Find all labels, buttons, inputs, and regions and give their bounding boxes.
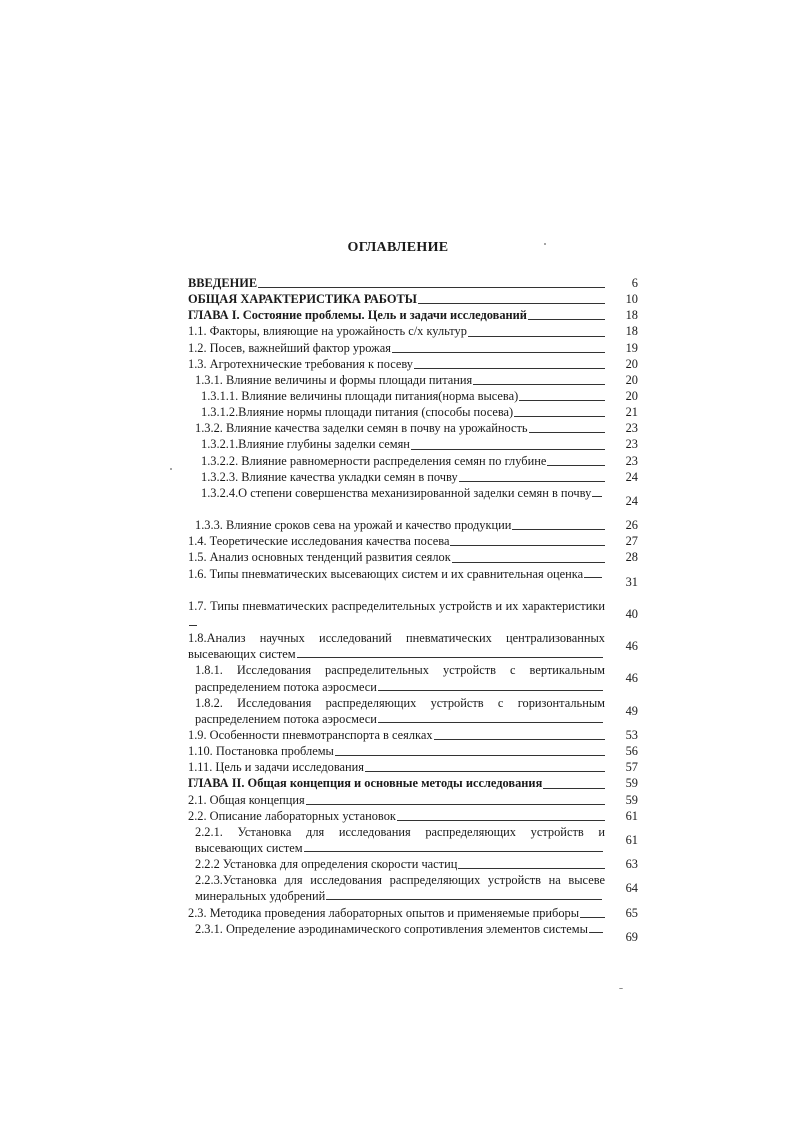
leader-line [514, 416, 605, 417]
toc-entry-title: 1.5. Анализ основных тенденций развития сеялок [188, 550, 451, 565]
toc-entry-title: 1.3.2.3. Влияние качества укладки семян в почву [201, 469, 458, 484]
toc-entry-title: 1.11. Цель и задачи исследования [188, 760, 364, 775]
toc-entry-text [188, 388, 605, 404]
leader-line [365, 771, 605, 772]
toc-entry [188, 743, 638, 759]
toc-entry-text [188, 727, 605, 743]
toc-entry-title: 1.3.1.2.Влияние нормы площади питания (способы посева) [201, 405, 514, 420]
leader-line [450, 545, 605, 546]
toc-entry-title: 1.3.1. Влияние величины и формы площади питания [195, 372, 473, 387]
toc-entry-text [188, 533, 605, 549]
toc-entry-title: 2.2. Описание лабораторных установок [188, 808, 396, 823]
toc-entry-title: 1.3.2. Влияние качества заделки семян в почву на урожайность [195, 421, 528, 436]
leader-line [580, 917, 605, 918]
toc-page-number: 27 [625, 534, 638, 549]
leader-line [418, 303, 605, 304]
toc-entry-title: 1.7. Типы пневматических распределительных устройств и их характеристики [188, 598, 605, 613]
toc-entry-text [188, 549, 605, 565]
toc-entry [188, 695, 638, 727]
toc-entry-text [188, 566, 605, 582]
leader-line [297, 656, 603, 658]
toc-entry [188, 372, 638, 388]
toc-page-number: 26 [625, 518, 638, 533]
toc-entry-title: 1.6. Типы пневматических высевающих систем и их сравнительная оценка [188, 566, 584, 581]
toc-entry [188, 808, 638, 824]
leader-line [589, 931, 603, 933]
toc-entry [188, 824, 638, 856]
toc-entry [188, 404, 638, 420]
toc-entry-text [188, 759, 605, 775]
scan-speck [170, 468, 172, 470]
toc-entry-title: 2.2.2 Установка для определения скорости частиц [195, 857, 458, 872]
toc-page-number: 28 [625, 550, 638, 565]
toc-entry-text [188, 695, 605, 727]
toc-entry-title: 2.1. Общая концепция [188, 792, 305, 807]
toc-entry-title: 1.3.1.1. Влияние величины площади питания(норма высева) [201, 388, 519, 403]
toc-page-number: 53 [625, 728, 638, 743]
toc-page-number: 24 [625, 493, 638, 508]
toc-page-number: 65 [625, 905, 638, 920]
toc-entry [188, 340, 638, 356]
toc-page-number: 23 [625, 437, 638, 452]
leader-line [459, 481, 605, 482]
toc-entry [188, 856, 638, 872]
toc-entry-text [188, 792, 605, 808]
leader-line [378, 721, 603, 723]
toc-entry-text [188, 453, 605, 469]
leader-line [335, 755, 605, 756]
toc-entry [188, 549, 638, 565]
toc-entry-title: 1.8.1. Исследования распределительных устройств с вертикальным распределением потока аэросмеси [195, 663, 605, 694]
toc-page-number: 63 [625, 857, 638, 872]
toc-entry [188, 533, 638, 549]
toc-entry-text [188, 323, 605, 339]
toc-entry [188, 485, 638, 517]
toc-entry [188, 453, 638, 469]
toc-page-number: 6 [631, 276, 638, 290]
toc-entry-title: 2.3.1. Определение аэродинамического сопротивления элементов системы [195, 921, 588, 936]
toc-entry-title: ГЛАВА I. Состояние проблемы. Цель и задачи исследований [188, 308, 527, 323]
toc-entry-title: ГЛАВА II. Общая концепция и основные методы исследования [188, 776, 543, 791]
toc-entry [188, 775, 638, 791]
toc-entry-title: 2.2.1. Установка для исследования распределяющих устройств и высевающих систем [195, 824, 605, 856]
page-title: ОГЛАВЛЕНИЕ [347, 240, 449, 255]
toc-entry [188, 921, 638, 953]
toc-entry-title: 1.3.2.2. Влияние равномерности распределения семян по глубине [201, 453, 547, 468]
leader-line [519, 400, 605, 401]
toc-entry-text [188, 485, 605, 501]
toc-entry-text [188, 436, 605, 452]
table-of-contents [188, 275, 638, 953]
leader-line [458, 868, 605, 869]
leader-line [397, 820, 605, 821]
toc-entry-text [188, 856, 605, 872]
toc-entry [188, 566, 638, 598]
leader-line [326, 898, 602, 900]
toc-entry-title: 1.9. Особенности пневмотранспорта в сеялках [188, 728, 433, 743]
toc-page-number: 46 [625, 639, 638, 654]
toc-page-number: 31 [625, 574, 638, 589]
leader-line [392, 352, 605, 353]
leader-line [434, 739, 605, 740]
leader-line [378, 689, 603, 691]
toc-entry-text [188, 469, 605, 485]
toc-entry-title: 1.2. Посев, важнейший фактор урожая [188, 340, 391, 355]
leader-line [592, 495, 602, 497]
leader-line [306, 804, 605, 805]
leader-line [473, 384, 605, 385]
toc-entry-title: 1.3.2.4.О степени совершенства механизированной заделки семян в почву [201, 485, 592, 500]
scan-speck [544, 243, 546, 245]
toc-page-number: 23 [625, 421, 638, 436]
toc-entry [188, 517, 638, 533]
toc-page-number: 61 [625, 808, 638, 823]
toc-entry-text [188, 517, 605, 533]
toc-page-number: 46 [625, 671, 638, 686]
toc-page-number: 49 [625, 703, 638, 718]
toc-entry-text [188, 372, 605, 388]
toc-page-number: 59 [625, 776, 638, 791]
leader-line [512, 529, 605, 530]
toc-entry [188, 420, 638, 436]
toc-page-number: 64 [625, 881, 638, 896]
toc-entry-text [188, 291, 605, 307]
leader-line [468, 336, 605, 337]
toc-page-number: 18 [625, 324, 638, 339]
toc-entry-text [188, 921, 605, 937]
toc-entry-text [188, 340, 605, 356]
leader-line [452, 562, 605, 563]
toc-page-number: 24 [625, 469, 638, 484]
toc-entry [188, 275, 638, 291]
toc-entry [188, 356, 638, 372]
toc-entry-title: 1.1. Факторы, влияющие на урожайность с/х культур [188, 324, 467, 339]
toc-entry [188, 469, 638, 485]
toc-page-number: 56 [625, 744, 638, 759]
toc-entry [188, 905, 638, 921]
toc-page-number: 18 [625, 308, 638, 323]
leader-line [304, 850, 603, 852]
leader-line [529, 432, 605, 433]
toc-entry-title: 1.3.2.1.Влияние глубины заделки семян [201, 437, 410, 452]
leader-line [528, 319, 605, 320]
toc-page-number: 20 [625, 388, 638, 403]
toc-page-number: 40 [625, 606, 638, 621]
toc-page-number: 20 [625, 372, 638, 387]
toc-entry-text [188, 420, 605, 436]
toc-entry-text [188, 824, 605, 856]
leader-line [258, 287, 605, 288]
toc-entry-text [188, 662, 605, 694]
toc-entry-text [188, 356, 605, 372]
toc-entry-text [188, 307, 605, 323]
toc-entry [188, 291, 638, 307]
toc-page-number: 59 [625, 792, 638, 807]
toc-entry-text [188, 743, 605, 759]
toc-entry-text [188, 808, 605, 824]
toc-page-number: 10 [625, 292, 638, 307]
toc-page-number: 61 [625, 832, 638, 847]
toc-entry-text [188, 275, 605, 291]
toc-page-number: 21 [625, 405, 638, 420]
toc-entry [188, 323, 638, 339]
toc-entry-title: 1.3. Агротехнические требования к посеву [188, 356, 413, 371]
toc-page-number: 23 [625, 453, 638, 468]
toc-entry [188, 307, 638, 323]
toc-entry-title: 2.3. Методика проведения лабораторных опытов и применяемые приборы [188, 905, 580, 920]
toc-entry [188, 598, 638, 630]
toc-entry-title: ВВЕДЕНИЕ [188, 276, 258, 290]
toc-entry-text [188, 598, 605, 630]
scan-speck [619, 988, 623, 989]
toc-page-number: 69 [625, 929, 638, 944]
toc-entry-text [188, 404, 605, 420]
toc-entry [188, 436, 638, 452]
toc-entry-title: 1.10. Постановка проблемы [188, 744, 334, 759]
leader-line [543, 788, 605, 789]
toc-page-number: 57 [625, 760, 638, 775]
toc-entry-title: 1.8.2. Исследования распределяющих устройств с горизонтальным распределением потока аэросмеси [195, 695, 605, 726]
leader-line [584, 576, 602, 578]
toc-entry-text [188, 872, 605, 904]
toc-entry-title: 2.2.3.Установка для исследования распределяющих устройств на высеве минеральных удобрений [195, 873, 605, 904]
toc-page-number: 19 [625, 340, 638, 355]
toc-entry-title: 1.8.Анализ научных исследований пневматических централизованных высевающих систем [188, 631, 605, 662]
toc-entry-title: 1.4. Теоретические исследования качества посева [188, 534, 450, 549]
toc-entry [188, 630, 638, 662]
toc-entry [188, 727, 638, 743]
toc-page-number: 20 [625, 356, 638, 371]
toc-entry [188, 388, 638, 404]
leader-line [411, 449, 605, 450]
toc-entry [188, 872, 638, 904]
toc-entry-text [188, 905, 605, 921]
toc-entry [188, 759, 638, 775]
leader-line [414, 368, 605, 369]
toc-entry-title: 1.3.3. Влияние сроков сева на урожай и качество продукции [195, 518, 512, 533]
toc-entry [188, 792, 638, 808]
leader-line [547, 465, 605, 466]
toc-entry-title: ОБЩАЯ ХАРАКТЕРИСТИКА РАБОТЫ [188, 292, 417, 307]
toc-entry-text [188, 775, 605, 791]
toc-entry-text [188, 630, 605, 662]
leader-line [189, 624, 197, 626]
toc-entry [188, 662, 638, 694]
